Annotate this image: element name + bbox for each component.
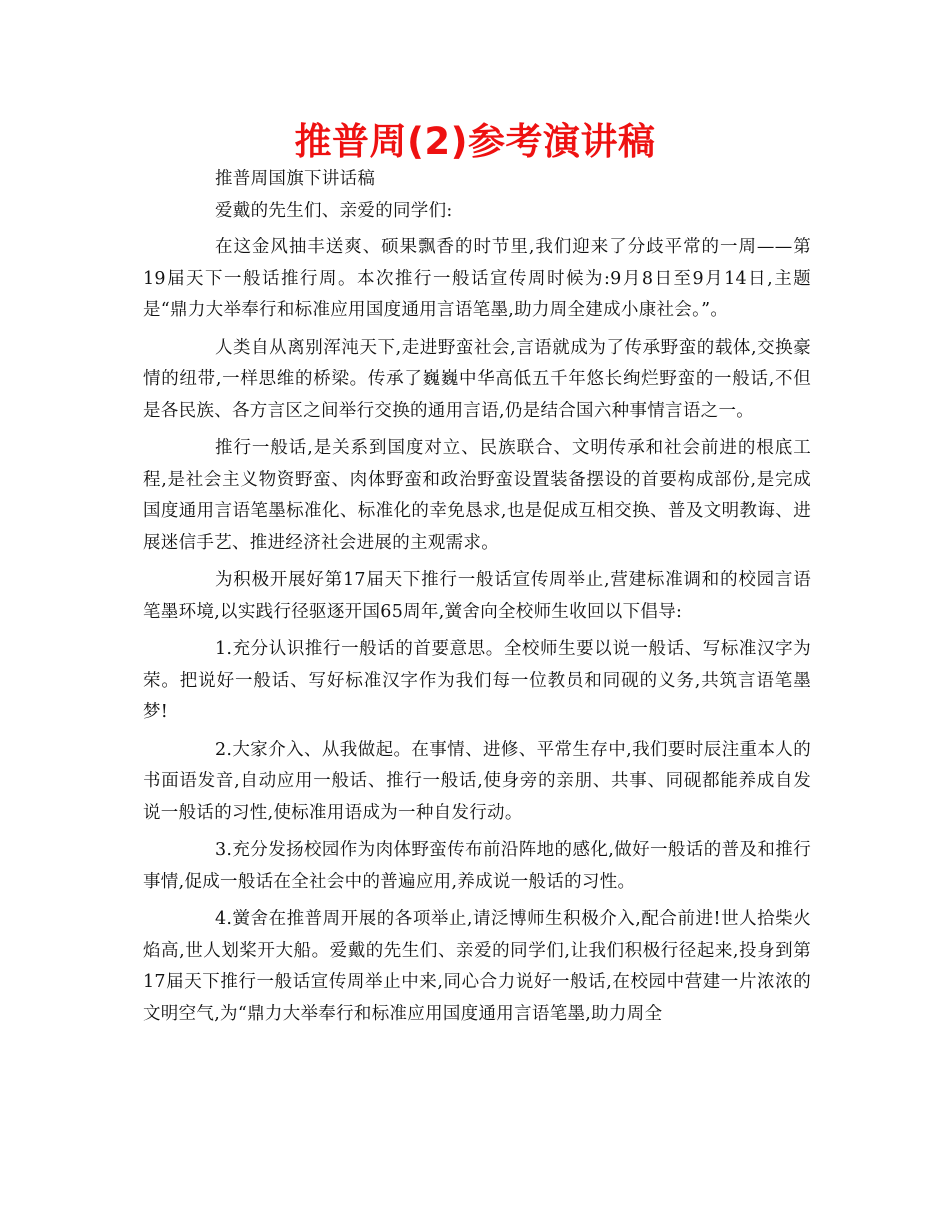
paragraph: 人类自从离别浑沌天下,走进野蛮社会,言语就成为了传承野蛮的载体,交换豪情的纽带,一样思维的桥梁。传承了巍巍中华高低五千年悠长绚烂野蛮的一般话,不但是各民族、各方言区之间举行交换的通用言语,仍是结合国六种事情言语之一。 bbox=[143, 337, 811, 421]
paragraph: 1.充分认识推行一般话的首要意思。全校师生要以说一般话、写标准汉字为荣。把说好一般话、写好标准汉字作为我们每一位教员和同砚的义务,共筑言语笔墨梦! bbox=[143, 639, 811, 722]
paragraph: 3.充分发扬校园作为肉体野蛮传布前沿阵地的感化,做好一般话的普及和推行事情,促成一般话在全社会中的普遍应用,养成说一般话的习性。 bbox=[143, 840, 811, 892]
paragraph: 在这金风抽丰送爽、硕果飘香的时节里,我们迎来了分歧平常的一周——第19届天下一般话推行周。本次推行一般话宣传周时候为:9月8日至9月14日,主题是“鼎力大举奉行和标准应用国度通用言语笔墨,助力周全建成小康社会。”。 bbox=[143, 237, 811, 320]
paragraph: 2.大家介入、从我做起。在事情、进修、平常生存中,我们要时辰注重本人的书面语发音,自动应用一般话、推行一般话,使身旁的亲朋、共事、同砚都能养成自发说一般话的习性,使标准用语成为一种自发行动。 bbox=[143, 739, 811, 823]
paragraph: 4.黉舍在推普周开展的各项举止,请泛博师生积极介入,配合前进!世人拾柴火焰高,世人划桨开大船。爱戴的先生们、亲爱的同学们,让我们积极行径起来,投身到第17届天下推行一般话宣传周举止中来,同心合力说好一般话,在校园中营建一片浓浓的文明空气,为“鼎力大举奉行和标准应用国度通用言语笔墨,助力周全 bbox=[143, 909, 811, 1024]
speech-subtitle: 推普周国旗下讲话稿 bbox=[215, 169, 376, 189]
document-body bbox=[143, 164, 811, 1036]
document-title: 推普周(2)参考演讲稿 bbox=[294, 120, 656, 163]
salutation: 爱戴的先生们、亲爱的同学们: bbox=[215, 201, 453, 221]
paragraph: 推行一般话,是关系到国度对立、民族联合、文明传承和社会前进的根底工程,是社会主义物资野蛮、肉体野蛮和政治野蛮设置装备摆设的首要构成部份,是完成国度通用言语笔墨标准化、标准化的幸免恳求,也是促成互相交换、普及文明教诲、进展迷信手艺、推进经济社会进展的主观需求。 bbox=[143, 438, 811, 553]
paragraph: 为积极开展好第17届天下推行一般话宣传周举止,营建标准调和的校园言语笔墨环境,以实践行径驱逐开国65周年,黉舍向全校师生收回以下倡导: bbox=[143, 570, 811, 622]
